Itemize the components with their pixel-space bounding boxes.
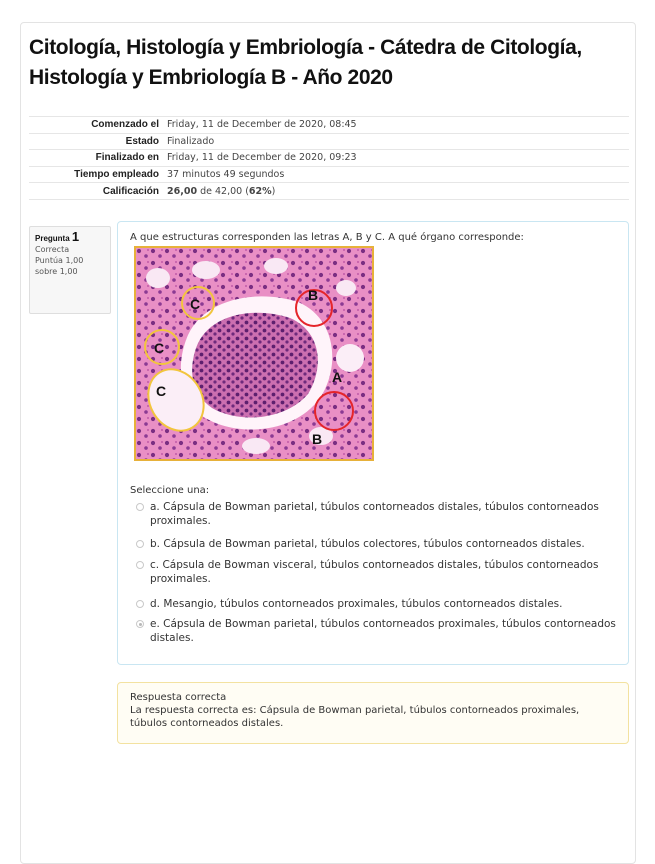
histology-image	[134, 246, 374, 461]
answer-option-e[interactable]	[136, 617, 616, 645]
question-number-label: Pregunta	[35, 234, 70, 243]
question-points: Puntúa 1,00 sobre 1,00	[35, 256, 84, 276]
summary-label: Tiempo empleado	[29, 166, 167, 183]
grade-score: 26,00	[167, 185, 198, 197]
radio-button[interactable]	[136, 561, 144, 569]
answer-option-b[interactable]	[136, 537, 616, 551]
answer-option-d[interactable]	[136, 597, 616, 611]
page-title: Citología, Histología y Embriología - Cátedra de Citología, Histología y Embriología B - Año 2020	[29, 36, 582, 89]
question-formulation	[117, 221, 629, 665]
answer-option-text: b. Cápsula de Bowman parietal, túbulos colectores, túbulos contorneados distales.	[150, 538, 585, 550]
label-c3: C	[156, 383, 167, 399]
feedback-text: La respuesta correcta es: Cápsula de Bowman parietal, túbulos contorneados proximales, túbulos contorneados distales.	[130, 705, 580, 729]
summary-label: Estado	[29, 133, 167, 150]
answer-prompt: Seleccione una:	[130, 485, 210, 496]
summary-row-time	[29, 166, 629, 183]
radio-button[interactable]	[136, 600, 144, 608]
summary-label: Calificación	[29, 183, 167, 200]
question-number-value: 1	[71, 229, 80, 244]
grade-close: )	[271, 185, 276, 197]
answer-option-text: c. Cápsula de Bowman visceral, túbulos contorneados distales, túbulos contorneados proximales.	[150, 559, 599, 585]
question-info	[29, 226, 111, 314]
label-b2: B	[312, 431, 323, 447]
summary-row-state	[29, 133, 629, 150]
grade-percent: 62%	[248, 185, 272, 197]
summary-value: 37 minutos 49 segundos	[167, 166, 629, 183]
grade-of: de 42,00 (	[200, 185, 249, 197]
summary-value	[167, 183, 629, 200]
question-number	[35, 231, 105, 244]
summary-row-grade	[29, 183, 629, 200]
answer-option-a[interactable]	[136, 500, 616, 528]
radio-button[interactable]	[136, 503, 144, 511]
summary-label: Finalizado en	[29, 150, 167, 167]
feedback-box	[117, 682, 629, 744]
answer-option-text: d. Mesangio, túbulos contorneados proximales, túbulos contorneados distales.	[150, 598, 563, 610]
answer-option-text: e. Cápsula de Bowman parietal, túbulos contorneados proximales, túbulos contorneados distales.	[150, 618, 616, 644]
radio-button[interactable]	[136, 540, 144, 548]
summary-value: Finalizado	[167, 133, 629, 150]
summary-row-started	[29, 117, 629, 134]
kidney-micrograph	[136, 248, 372, 459]
radio-button-selected[interactable]	[136, 620, 144, 628]
label-b1: B	[308, 287, 319, 303]
summary-value: Friday, 11 de December de 2020, 08:45	[167, 117, 629, 134]
answer-option-c[interactable]	[136, 558, 616, 586]
answer-option-text: a. Cápsula de Bowman parietal, túbulos contorneados distales, túbulos contorneados proximales.	[150, 501, 599, 527]
summary-label: Comenzado el	[29, 117, 167, 134]
label-c1: C	[190, 296, 201, 312]
feedback-title: Respuesta correcta	[130, 692, 227, 703]
summary-row-finished	[29, 150, 629, 167]
label-c2: C	[154, 340, 165, 356]
quiz-summary-table	[29, 116, 629, 200]
quiz-review-page	[20, 22, 636, 864]
question-status: Correcta	[35, 245, 70, 254]
question-text: A que estructuras corresponden las letras A, B y C. A qué órgano corresponde:	[130, 232, 524, 243]
label-a: A	[332, 369, 343, 385]
summary-value: Friday, 11 de December de 2020, 09:23	[167, 150, 629, 167]
